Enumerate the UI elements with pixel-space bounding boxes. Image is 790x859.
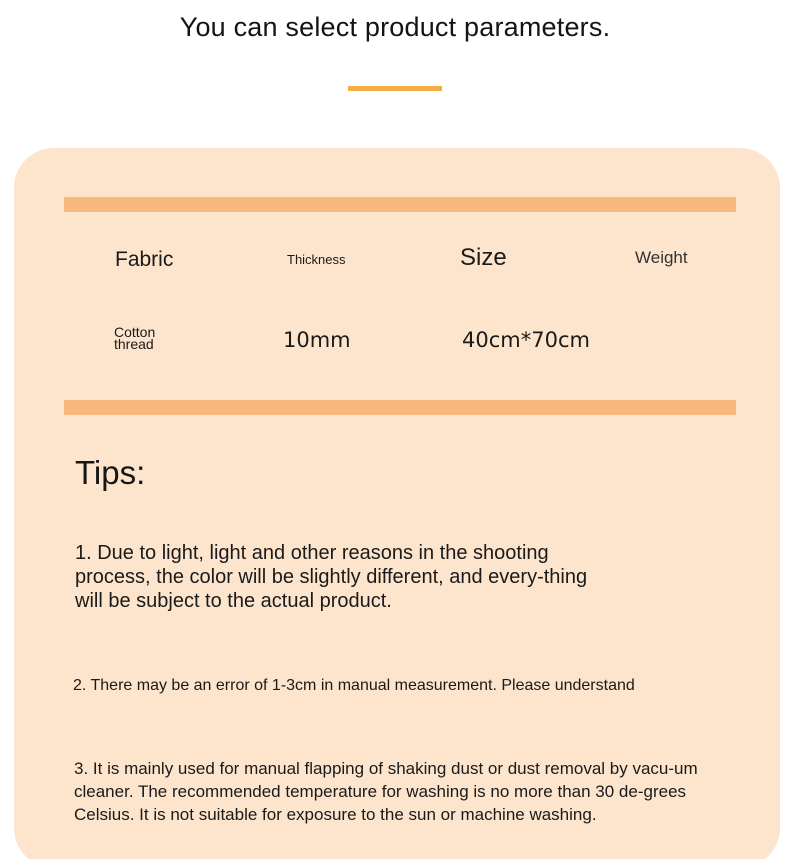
table-top-band	[64, 197, 736, 212]
fabric-label: Fabric	[115, 248, 174, 271]
parameters-card	[14, 148, 780, 859]
fabric-value: Cotton thread	[114, 324, 156, 352]
thickness-label: Thickness	[287, 252, 346, 267]
size-label: Size	[460, 244, 507, 271]
page-title: You can select product parameters.	[179, 12, 611, 42]
tip-item-1: 1. Due to light, light and other reasons in the shooting process, the color will be slightly different, and every-thing will be subject to the actual product.	[75, 542, 588, 612]
title-underline	[348, 86, 442, 91]
size-value: 40cm*70cm	[462, 328, 590, 352]
weight-label: Weight	[635, 248, 688, 267]
tip-item-2: 2. There may be an error of 1-3cm in manual measurement. Please understand	[73, 677, 635, 694]
thickness-value: 10mm	[283, 328, 351, 352]
tips-heading: Tips:	[75, 454, 146, 491]
tip-item-3: 3. It is mainly used for manual flapping of shaking dust or dust removal by vacu-um cleaner. The recommended temperature for washing is no more than 30 de-grees Celsius. It is not suitable for exposure to the sun or machine washing.	[74, 759, 698, 824]
table-bottom-band	[64, 400, 736, 415]
